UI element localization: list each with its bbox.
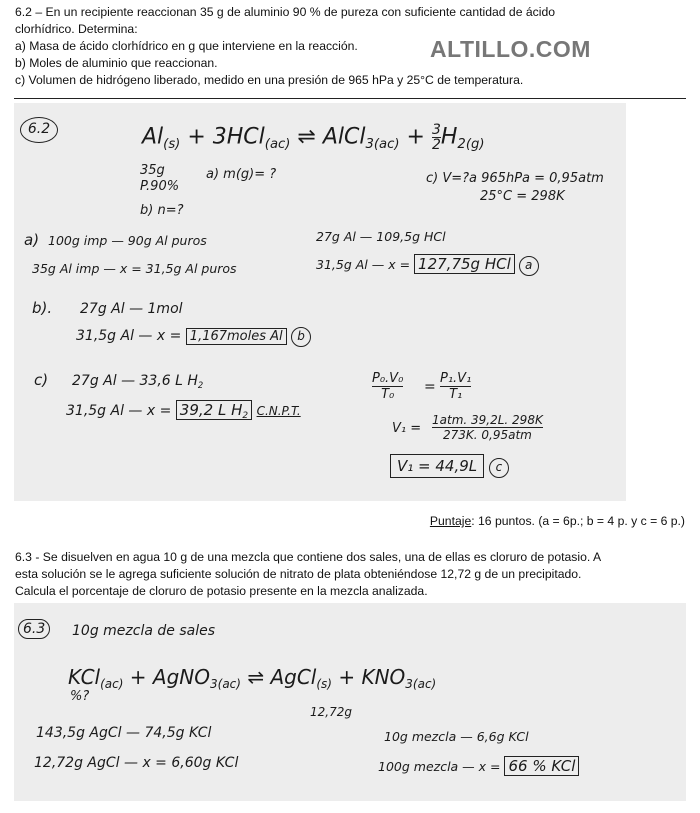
gas-equals: = — [424, 379, 436, 395]
v1-label: V₁ = — [392, 421, 422, 436]
problem-6-2-line2: clorhídrico. Determina: — [15, 22, 138, 36]
eq-agno3-state: (ac) — [217, 677, 241, 692]
kcl-unknown: %? — [70, 689, 90, 704]
eq-kno3-state: (ac) — [412, 677, 437, 692]
part-c-cnpt: C.N.P.T. — [256, 404, 301, 418]
part-a-rel1: 27g Al — 109,5g HCl — [316, 229, 446, 244]
part-b-result: 1,167moles Al — [186, 328, 287, 345]
label-6-3: 6.3 — [18, 619, 50, 639]
eq-al-state: (s) — [163, 137, 181, 153]
eq-agcl-state: (s) — [316, 677, 332, 692]
handwritten-solution-6-2 — [14, 103, 626, 501]
eq-kcl: KCl — [68, 665, 101, 689]
mixture-title: 10g mezcla de sales — [72, 623, 215, 639]
eq-agno3-sub: 3 — [210, 677, 218, 692]
ask-b: b) n=? — [140, 203, 184, 218]
eq-frac-den: 2 — [431, 137, 441, 153]
v1-num: 1atm. 39,2L. 298K — [432, 413, 543, 427]
eq-alcl3-sub: 3 — [365, 137, 374, 153]
eq-kno3-sub: 3 — [405, 677, 413, 692]
eq-arrow: ⇌ — [297, 124, 316, 150]
eq-hcl-state: (ac) — [264, 137, 291, 153]
ask-a: a) m(g)= ? — [206, 167, 277, 182]
relation-2: 12,72g AgCl — x = 6,60g KCl — [34, 755, 239, 771]
problem-6-2-item-a: a) Masa de ácido clorhídrico en g que interviene en la reacción. — [15, 39, 358, 53]
eq-fraction — [432, 123, 441, 152]
part-a-rel2-text: 31,5g Al — x = — [316, 257, 411, 272]
part-b-line1: 27g Al — 1mol — [80, 301, 183, 317]
part-b-line2-text: 31,5g Al — x = — [76, 328, 182, 344]
eq-agcl: AgCl — [270, 665, 317, 689]
part-b-line2 — [76, 327, 311, 347]
solution-label-6-3 — [18, 621, 50, 637]
problem-6-2-item-b: b) Moles de aluminio que reaccionan. — [15, 56, 218, 70]
eq-agno3: + AgNO — [129, 665, 210, 689]
mixture-relation-2-text: 100g mezcla — x = — [378, 759, 501, 774]
part-b-label: b). — [32, 299, 53, 317]
equation-6-2 — [142, 123, 484, 152]
eq-plus: + — [406, 124, 425, 150]
part-c-line2 — [66, 401, 301, 421]
part-c-result-box — [176, 400, 252, 420]
gas-right-fraction — [440, 371, 471, 402]
label-circle: 6.2 — [20, 117, 58, 143]
eq-kcl-state: (ac) — [100, 677, 124, 692]
eq-arrow-6-3: ⇌ — [247, 665, 265, 689]
part-a-line1: 100g imp — 90g Al puros — [48, 233, 207, 248]
problem-6-3-line3: Calcula el porcentaje de cloruro de potasio presente en la mezcla analizada. — [15, 584, 428, 598]
ask-c-pressure: c) V=?a 965hPa = 0,95atm — [426, 171, 604, 186]
score-label: Puntaje — [429, 514, 472, 528]
v1-fraction — [432, 413, 543, 442]
eq-h2: H — [440, 124, 458, 150]
gas-right-den: T₁ — [449, 387, 463, 402]
part-c-circle: c — [489, 458, 509, 478]
eq-h2-state: (g) — [465, 137, 485, 153]
eq-frac-num: 3 — [431, 122, 441, 138]
kcl-percent-result: 66 % KCl — [504, 756, 579, 776]
part-c-line2-text: 31,5g Al — x = — [66, 403, 172, 419]
part-c-line1 — [72, 373, 203, 390]
problem-6-2-line1: 6.2 – En un recipiente reaccionan 35 g de aluminio 90 % de pureza con suficiente cantidad de ácido — [15, 5, 555, 19]
handwritten-solution-6-3 — [14, 603, 686, 801]
problem-6-2-item-c: c) Volumen de hidrógeno liberado, medido en una presión de 965 hPa y 25°C de temperatura. — [15, 73, 524, 87]
eq-al: Al — [142, 124, 164, 150]
eq-h2-sub: 2 — [457, 137, 466, 153]
altillo-watermark: ALTILLO.COM — [430, 36, 591, 62]
agcl-mass: 12,72g — [310, 705, 352, 719]
part-c-line1-sub: 2 — [197, 379, 204, 390]
part-a-circle: a — [519, 256, 539, 276]
gas-left-num: P₀.V₀ — [372, 371, 404, 386]
relation-1: 143,5g AgCl — 74,5g KCl — [36, 725, 212, 741]
gas-left-den: T₀ — [381, 387, 395, 402]
v1-den: 273K. 0,95atm — [442, 428, 532, 442]
score-line — [15, 513, 685, 530]
problem-6-3-line1: 6.3 - Se disuelven en agua 10 g de una mezcla que contiene dos sales, una de ellas es cloruro de potasio. A — [15, 550, 602, 564]
ask-c-temperature: 25°C = 298K — [480, 189, 565, 204]
mixture-relation-2 — [378, 757, 579, 775]
eq-hcl: + 3HCl — [187, 124, 265, 150]
part-a-line2: 35g Al imp — x = 31,5g Al puros — [32, 261, 237, 276]
part-c-line1-text: 27g Al — 33,6 L H — [72, 373, 198, 389]
eq-alcl3: AlCl — [322, 124, 366, 150]
part-b-circle: b — [291, 327, 311, 347]
problem-6-3-statement — [15, 549, 685, 600]
eq-alcl3-state: (ac) — [373, 137, 400, 153]
v1-result: V₁ = 44,9L — [390, 454, 484, 478]
solution-label-6-2 — [20, 117, 58, 143]
given-purity: P.90% — [140, 179, 180, 194]
part-a-rel2 — [316, 255, 539, 276]
equation-6-3 — [68, 665, 436, 691]
gas-right-num: P₁.V₁ — [440, 371, 472, 386]
given-mass: 35g — [140, 163, 165, 178]
part-a-result: 127,75g HCl — [414, 254, 515, 274]
divider — [14, 98, 686, 99]
mixture-relation-1: 10g mezcla — 6,6g KCl — [384, 729, 529, 744]
part-c-result-sub: 2 — [242, 411, 249, 422]
eq-kno3: + KNO — [338, 665, 406, 689]
v1-result-row — [390, 457, 509, 478]
score-text: : 16 puntos. (a = 6p.; b = 4 p. y c = 6 p.) — [471, 514, 685, 528]
part-c-result: 39,2 L H — [179, 401, 243, 419]
gas-left-fraction — [372, 371, 403, 402]
problem-6-3-line2: esta solución se le agrega suficiente solución de nitrato de plata obteniéndose 12,72 g de un precipitado. — [15, 567, 582, 581]
part-a-label: a) — [24, 231, 40, 249]
part-c-label: c) — [34, 371, 49, 389]
